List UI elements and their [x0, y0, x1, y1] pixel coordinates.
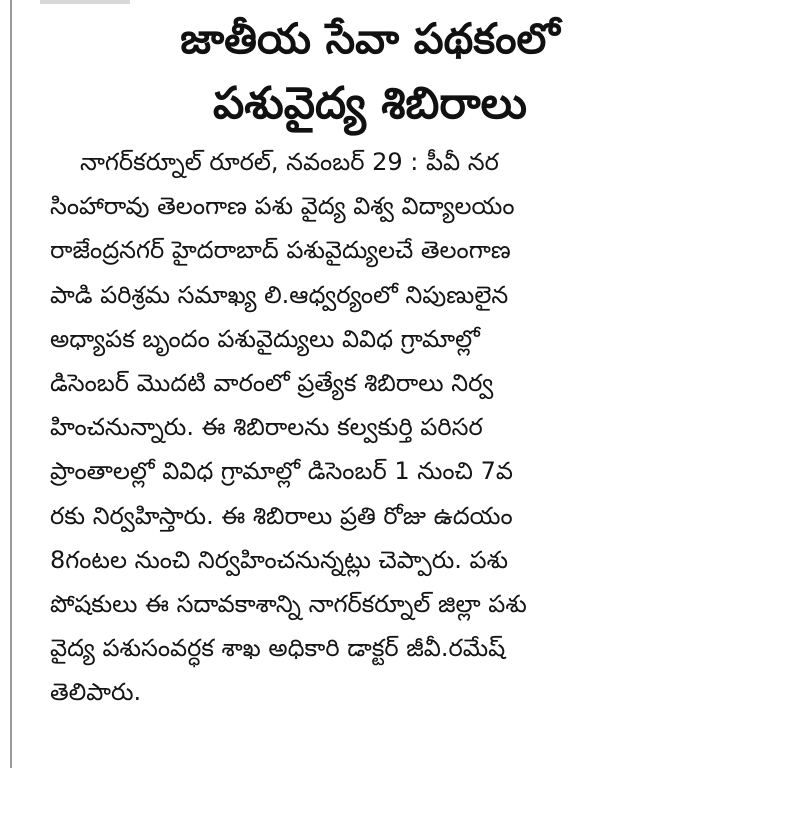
- news-clipping: [40, 8, 700, 715]
- body-line: ప్రాంతాలల్లో వివిధ గ్రామాల్లో డిసెంబర్ 1 నుంచి 7వ: [50, 457, 513, 486]
- headline-line-1: జాతీయ సేవా పథకంలో: [180, 14, 560, 63]
- body-line: హించనున్నారు. ఈ శిబిరాలను కల్వకుర్తి పరిసర: [50, 413, 483, 442]
- article-body: [40, 140, 700, 715]
- body-line: రాజేంద్రనగర్ హైదరాబాద్ పశువైద్యులచే తెలంగాణ: [50, 236, 511, 265]
- body-line: రకు నిర్వహిస్తారు. ఈ శిబిరాలు ప్రతి రోజు ఉదయం: [50, 501, 513, 530]
- body-line: 8గంటల నుంచి నిర్వహించనున్నట్లు చెప్పారు. పశు: [50, 545, 509, 574]
- body-line: సింహారావు తెలంగాణ పశు వైద్య విశ్వ విద్యాలయం: [50, 192, 515, 221]
- body-line: పాడి పరిశ్రమ సమాఖ్య లి.ఆధ్వర్యంలో నిపుణులైన: [50, 280, 509, 309]
- body-line: వైద్య పశుసంవర్ధక శాఖ అధికారి డాక్టర్ జీవీ.రమేష్: [50, 634, 506, 663]
- previous-article-edge: [40, 0, 130, 4]
- body-line: అధ్యాపక బృందం పశువైద్యులు వివిధ గ్రామాల్లో: [50, 324, 480, 353]
- body-line: తెలిపారు.: [50, 678, 142, 707]
- body-line: డిసెంబర్ మొదటి వారంలో ప్రత్యేక శిబిరాలు నిర్వ: [50, 369, 494, 398]
- body-line: పోషకులు ఈ సదావకాశాన్ని నాగర్‌కర్నూల్ జిల్లా పశు: [50, 590, 527, 619]
- headline-line-2: పశువైద్య శిబిరాలు: [213, 78, 527, 129]
- body-line: నాగర్‌కర్నూల్ రూరల్, నవంబర్ 29 : పీవీ నర: [80, 148, 499, 176]
- column-rule: [10, 0, 12, 768]
